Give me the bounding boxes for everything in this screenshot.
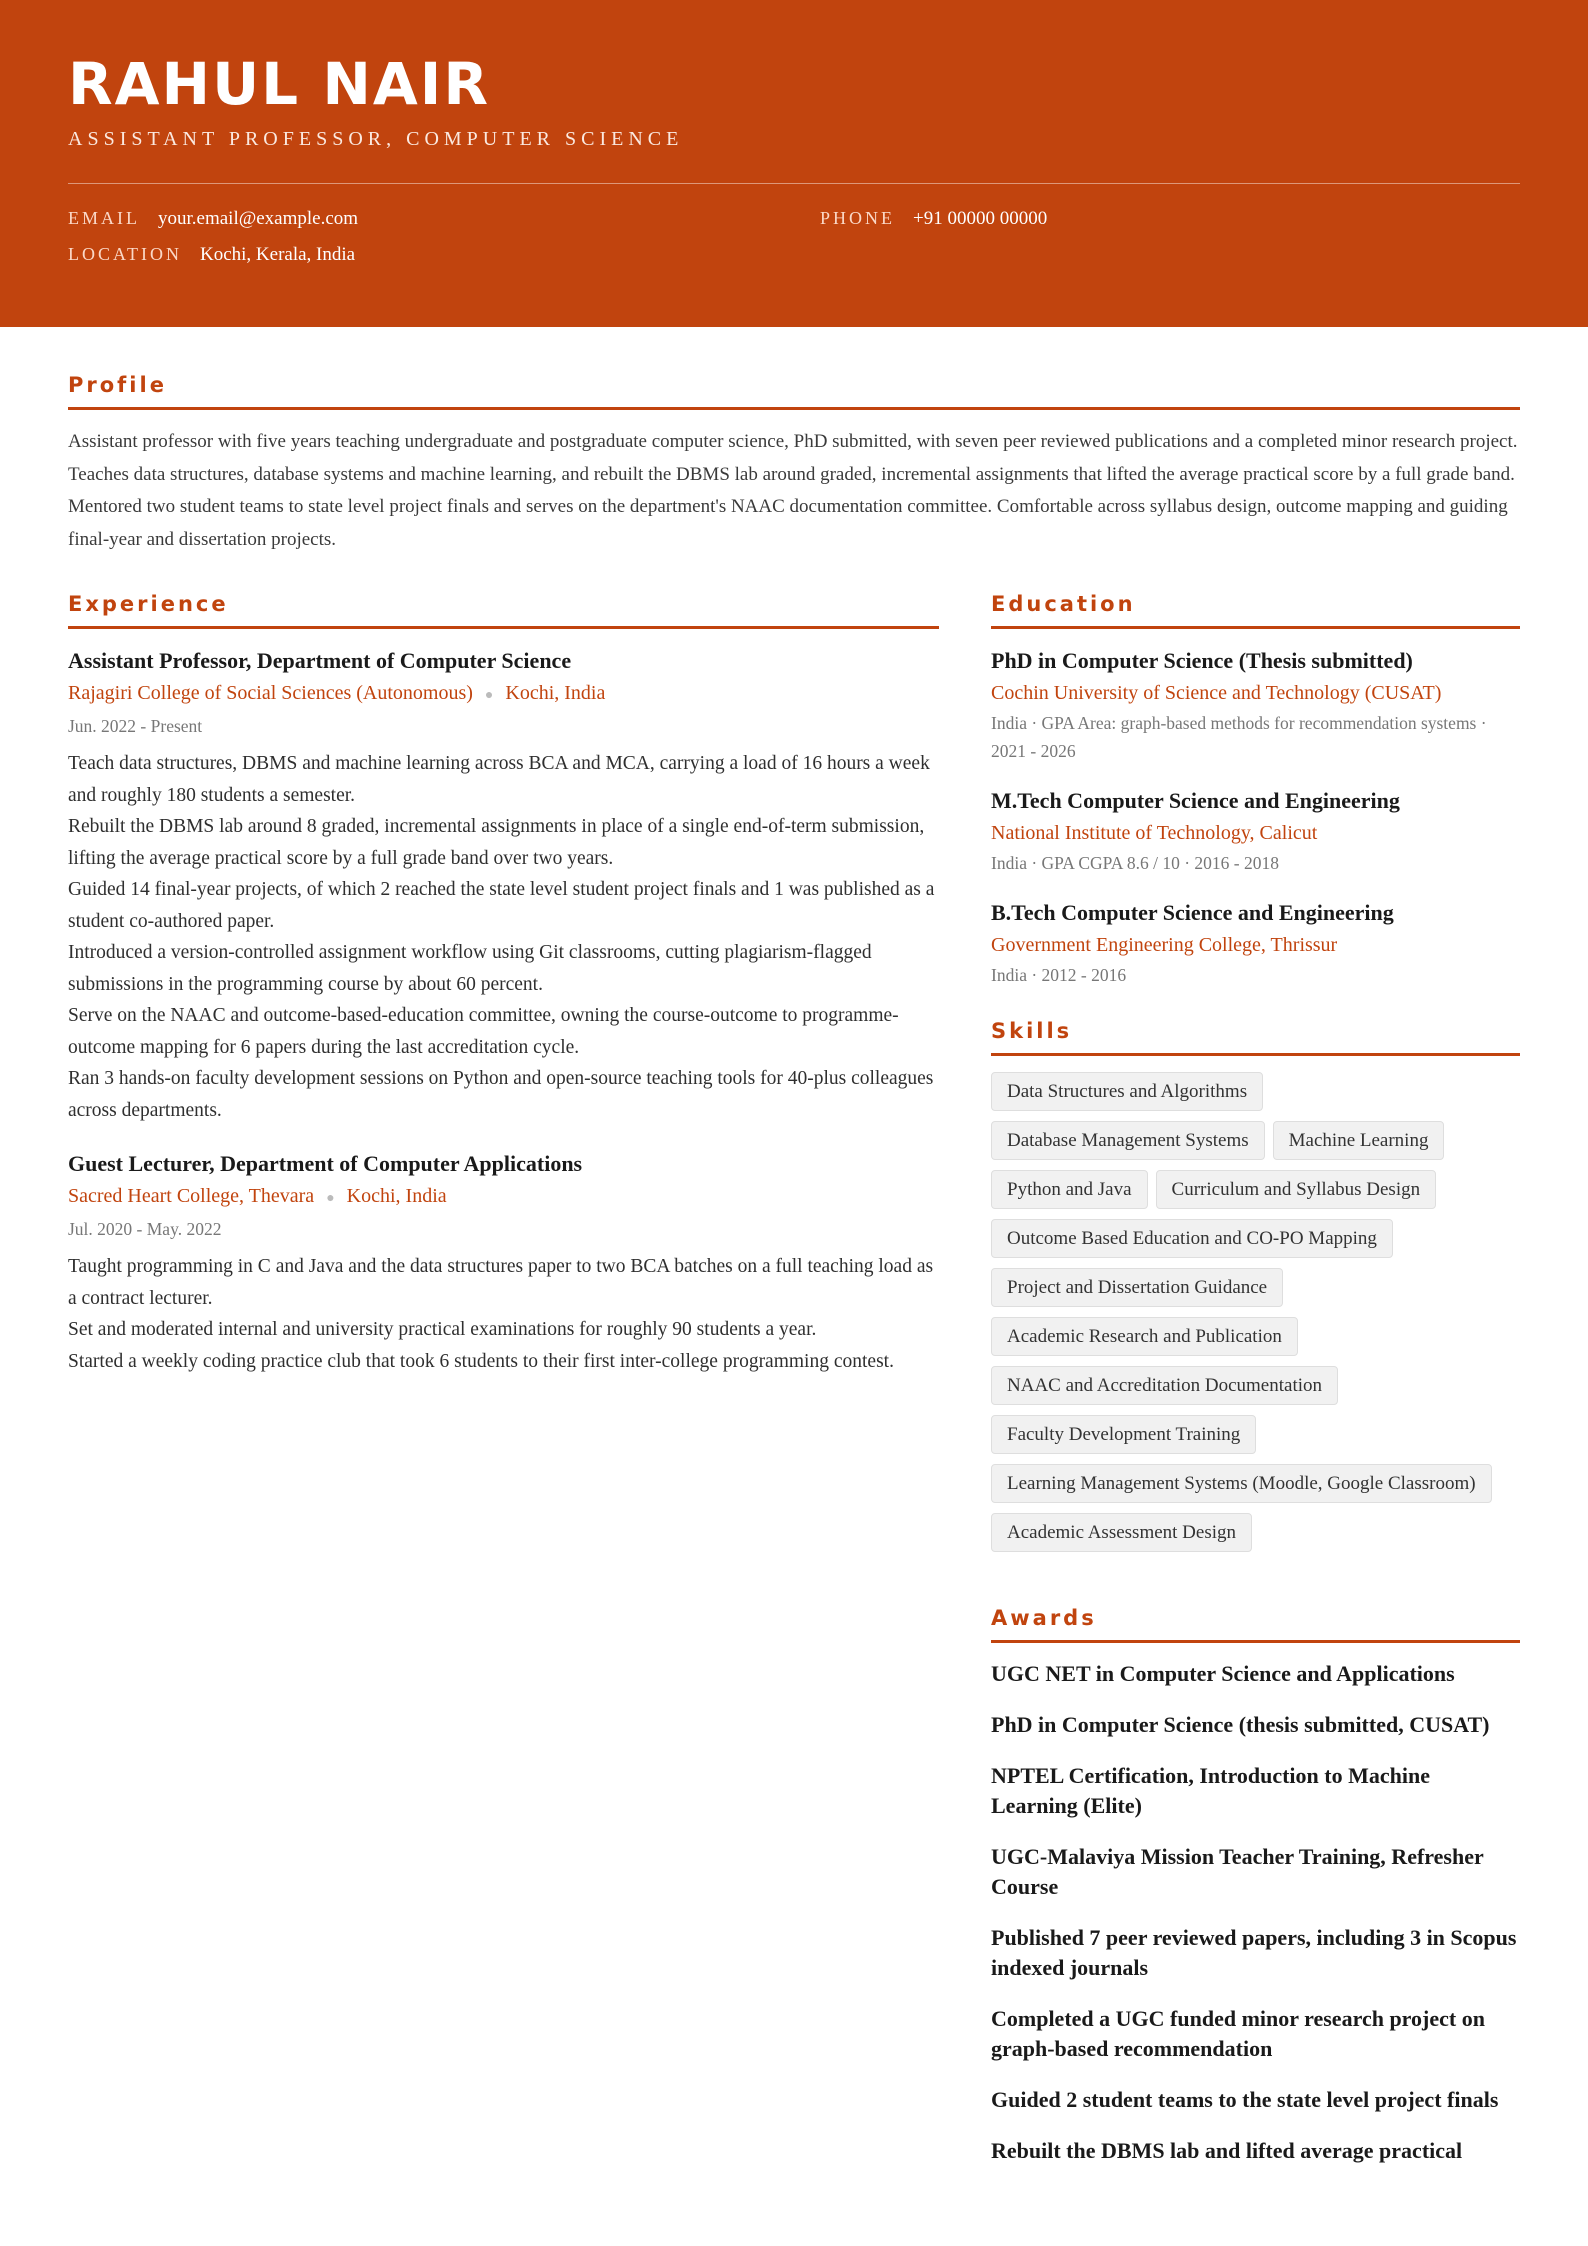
profile-section bbox=[68, 373, 1520, 556]
skill-chip: Project and Dissertation Guidance bbox=[991, 1268, 1283, 1307]
school-name: Government Engineering College, Thrissur bbox=[991, 934, 1338, 956]
employer-name: Rajagiri College of Social Sciences (Autonomous) bbox=[68, 682, 473, 704]
education-entry bbox=[991, 645, 1520, 765]
header-divider bbox=[68, 183, 1520, 184]
job-bullets bbox=[68, 748, 939, 1126]
awards-section bbox=[991, 1606, 1520, 2166]
resume-body bbox=[0, 373, 1588, 2187]
job-dates: Jun. 2022 - Present bbox=[68, 716, 203, 736]
job-bullet: Set and moderated internal and university practical examinations for roughly 90 students a year. bbox=[68, 1319, 817, 1340]
skill-chip: Learning Management Systems (Moodle, Google Classroom) bbox=[991, 1464, 1492, 1503]
school-name: Cochin University of Science and Technology (CUSAT) bbox=[991, 682, 1442, 704]
job-position: Guest Lecturer, Department of Computer Applications bbox=[68, 1151, 583, 1176]
phone-value[interactable]: +91 00000 00000 bbox=[913, 208, 1048, 229]
award-item: Published 7 peer reviewed papers, including 3 in Scopus indexed journals bbox=[991, 1925, 1517, 1980]
job-entry bbox=[68, 645, 939, 1126]
job-bullet: Introduced a version-controlled assignment workflow using Git classrooms, cutting plagiarism-flagged submissions in the programming course by about 60 percent. bbox=[68, 942, 872, 995]
education-entry bbox=[991, 897, 1520, 989]
section-heading: Education bbox=[991, 592, 1520, 629]
section-heading: Awards bbox=[991, 1606, 1520, 1643]
skill-chip: Machine Learning bbox=[1273, 1121, 1445, 1160]
skill-chips bbox=[991, 1072, 1520, 1552]
skill-chip: Outcome Based Education and CO-PO Mapping bbox=[991, 1219, 1393, 1258]
education-entry bbox=[991, 785, 1520, 877]
contact-info bbox=[68, 208, 1520, 266]
job-title: ASSISTANT PROFESSOR, COMPUTER SCIENCE bbox=[68, 128, 684, 150]
skill-chip: Database Management Systems bbox=[991, 1121, 1265, 1160]
section-heading: Skills bbox=[991, 1019, 1520, 1056]
education-meta: India · 2012 - 2016 bbox=[991, 965, 1127, 985]
job-dates: Jul. 2020 - May. 2022 bbox=[68, 1219, 222, 1239]
employer-name: Sacred Heart College, Thevara bbox=[68, 1185, 315, 1207]
job-bullet: Taught programming in C and Java and the data structures paper to two BCA batches on a full teaching load as a contract lecturer. bbox=[68, 1256, 934, 1309]
resume-header bbox=[0, 0, 1588, 327]
school-name: National Institute of Technology, Calicut bbox=[991, 822, 1318, 844]
degree-name: B.Tech Computer Science and Engineering bbox=[991, 900, 1394, 925]
two-column-layout bbox=[68, 592, 1520, 2187]
award-item: PhD in Computer Science (thesis submitted, CUSAT) bbox=[991, 1712, 1490, 1737]
experience-section bbox=[68, 592, 939, 1377]
separator-dot-icon: ● bbox=[326, 1191, 335, 1206]
section-heading: Experience bbox=[68, 592, 939, 629]
education-meta: India · GPA CGPA 8.6 / 10 · 2016 - 2018 bbox=[991, 853, 1279, 873]
candidate-name: RAHUL NAIR bbox=[68, 50, 491, 118]
profile-summary: Assistant professor with five years teaching undergraduate and postgraduate computer science, PhD submitted, with seven peer reviewed publications and a completed minor research project. Teaches data structures, database systems and machine learning, and rebuilt the DBMS lab around graded, incremental assignments that lifted the average practical score by a full grade band. Mentored two student teams to state level project finals and serves on the department's NAAC documentation committee. Comfortable across syllabus design, outcome mapping and guiding final-year and dissertation projects. bbox=[68, 431, 1518, 550]
job-entry bbox=[68, 1148, 939, 1377]
education-list bbox=[991, 645, 1520, 989]
job-org-line bbox=[68, 677, 939, 712]
job-bullet: Rebuilt the DBMS lab around 8 graded, incremental assignments in place of a single end-of-term submission, lifting the average practical score by a full grade band over two years. bbox=[68, 816, 925, 869]
location-label: LOCATION bbox=[68, 244, 182, 264]
job-bullets bbox=[68, 1251, 939, 1377]
skill-chip: Academic Research and Publication bbox=[991, 1317, 1298, 1356]
degree-name: M.Tech Computer Science and Engineering bbox=[991, 788, 1400, 813]
job-position: Assistant Professor, Department of Computer Science bbox=[68, 648, 572, 673]
email-value[interactable]: your.email@example.com bbox=[158, 208, 359, 229]
left-column bbox=[68, 592, 939, 2187]
award-item: NPTEL Certification, Introduction to Machine Learning (Elite) bbox=[991, 1763, 1430, 1818]
job-bullet: Serve on the NAAC and outcome-based-education committee, owning the course-outcome to programme-outcome mapping for 6 papers during the last accreditation cycle. bbox=[68, 1005, 899, 1058]
location-value: Kochi, Kerala, India bbox=[200, 244, 356, 265]
award-item: Guided 2 student teams to the state level project finals bbox=[991, 2087, 1499, 2112]
degree-name: PhD in Computer Science (Thesis submitted) bbox=[991, 648, 1413, 673]
job-bullet: Ran 3 hands-on faculty development sessions on Python and open-source teaching tools for 40-plus colleagues across departments. bbox=[68, 1068, 934, 1121]
award-item: UGC NET in Computer Science and Applications bbox=[991, 1661, 1455, 1686]
separator-dot-icon: ● bbox=[484, 688, 494, 703]
skill-chip: Faculty Development Training bbox=[991, 1415, 1256, 1454]
award-list bbox=[991, 1659, 1520, 2166]
section-heading: Profile bbox=[68, 373, 1520, 410]
job-location: Kochi, India bbox=[346, 1185, 447, 1207]
award-item: Completed a UGC funded minor research project on graph-based recommendation bbox=[991, 2006, 1485, 2061]
skill-chip: Academic Assessment Design bbox=[991, 1513, 1252, 1552]
contact-location bbox=[68, 244, 820, 266]
contact-email bbox=[68, 208, 820, 230]
education-section bbox=[991, 592, 1520, 989]
skill-chip: Data Structures and Algorithms bbox=[991, 1072, 1263, 1111]
right-column bbox=[991, 592, 1520, 2187]
job-bullet: Teach data structures, DBMS and machine learning across BCA and MCA, carrying a load of 16 hours a week and roughly 180 students a semester. bbox=[68, 753, 930, 806]
email-label: EMAIL bbox=[68, 208, 140, 228]
skill-chip: Python and Java bbox=[991, 1170, 1148, 1209]
job-bullet: Started a weekly coding practice club that took 6 students to their first inter-college programming contest. bbox=[68, 1350, 894, 1372]
award-item: Rebuilt the DBMS lab and lifted average practical bbox=[991, 2138, 1463, 2163]
job-org-line bbox=[68, 1180, 939, 1215]
award-item: UGC-Malaviya Mission Teacher Training, Refresher Course bbox=[991, 1844, 1484, 1899]
job-location: Kochi, India bbox=[505, 682, 606, 704]
skill-chip: Curriculum and Syllabus Design bbox=[1156, 1170, 1437, 1209]
contact-phone bbox=[820, 208, 1520, 230]
job-list bbox=[68, 645, 939, 1377]
skills-section bbox=[991, 1019, 1520, 1552]
skill-chip: NAAC and Accreditation Documentation bbox=[991, 1366, 1338, 1405]
phone-label: PHONE bbox=[820, 208, 896, 228]
education-meta: India · GPA Area: graph-based methods for recommendation systems · 2021 - 2026 bbox=[991, 713, 1487, 761]
job-bullet: Guided 14 final-year projects, of which 2 reached the state level student project finals and 1 was published as a student co-authored paper. bbox=[68, 879, 935, 932]
